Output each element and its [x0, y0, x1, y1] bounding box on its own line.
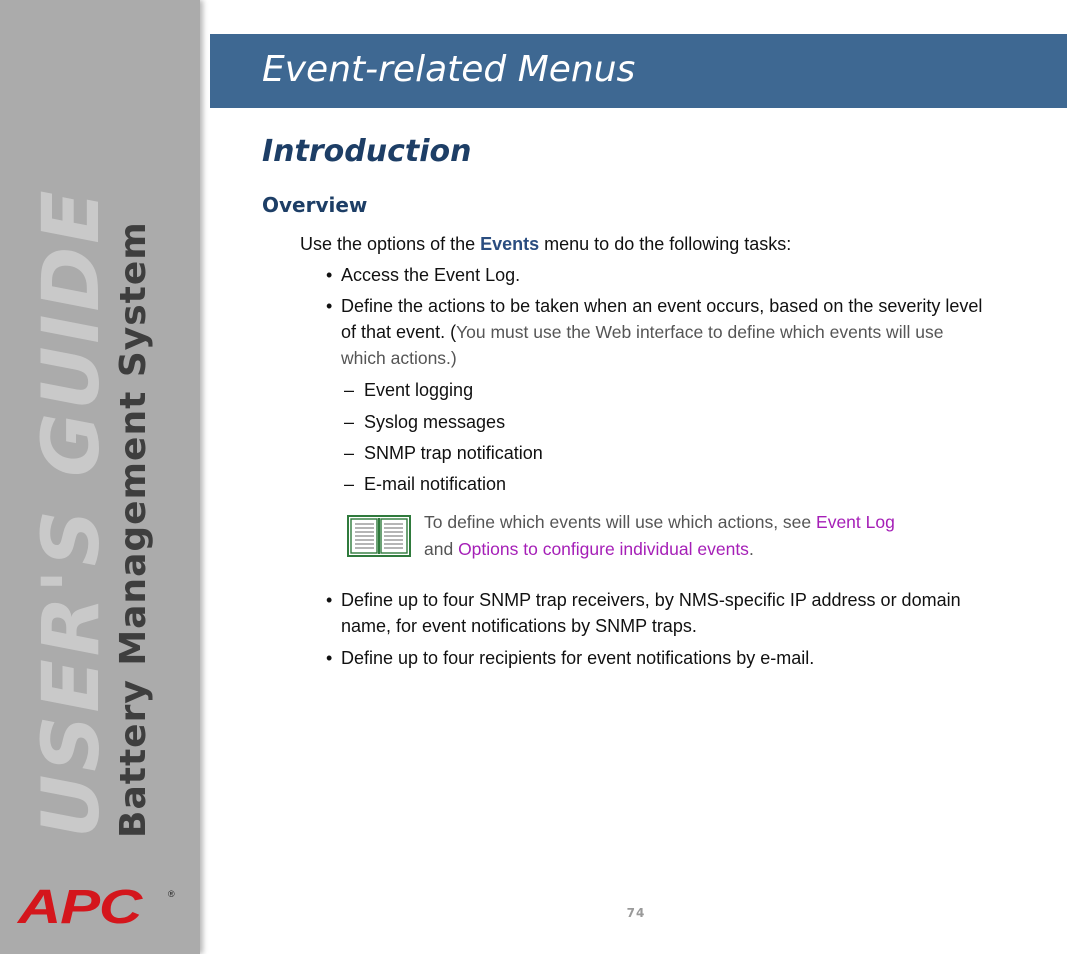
dash-mark: –	[344, 443, 355, 463]
dash-mark: –	[344, 474, 355, 494]
intro-paragraph	[300, 232, 1000, 256]
list-item	[326, 587, 986, 639]
tip-text-middle: and	[424, 539, 459, 559]
chapter-title: Event-related Menus	[262, 49, 636, 90]
logo-text: APC	[18, 881, 141, 934]
sidebar-subtitle: Battery Management System	[113, 221, 154, 838]
list-item-text: Define up to four recipients for event notifications by e-mail.	[341, 648, 815, 668]
chapter-banner	[210, 34, 1067, 108]
options-individual-events-link[interactable]: Options to configure individual events	[458, 539, 749, 559]
section-heading: Introduction	[262, 134, 472, 169]
sub-list-item	[344, 471, 506, 497]
bullet-mark: •	[326, 296, 333, 316]
list-item	[326, 262, 986, 288]
intro-text-before: Use the options of the	[300, 234, 481, 254]
sub-list-item	[344, 440, 543, 466]
sub-list-item-text: SNMP trap notification	[364, 443, 543, 463]
subsection-heading: Overview	[262, 193, 368, 217]
sub-list-item	[344, 377, 473, 403]
sub-list-item	[344, 409, 505, 435]
sidebar	[0, 0, 200, 954]
list-item	[326, 293, 986, 371]
list-item-note: You must use the Web interface to define which events will use which actions.)	[341, 322, 944, 368]
tip-text-before: To define which events will use which actions, see	[424, 512, 817, 532]
sidebar-title: USER'S GUIDE	[27, 187, 117, 838]
apc-logo	[18, 881, 178, 934]
event-log-link[interactable]: Event Log	[816, 512, 895, 532]
list-item	[326, 645, 986, 671]
events-menu-keyword: Events	[480, 234, 540, 254]
dash-mark: –	[344, 380, 355, 400]
registered-mark: ®	[168, 889, 175, 899]
intro-text-after: menu to do the following tasks:	[539, 234, 792, 254]
list-item-text: Define the actions to be taken when an event occurs, based on the severity level of that event. (	[341, 296, 983, 342]
sub-list-item-text: Event logging	[364, 380, 474, 400]
tip-note	[424, 509, 994, 563]
page-number: 74	[626, 906, 646, 920]
bullet-mark: •	[326, 648, 333, 668]
tip-text-after: .	[748, 539, 754, 559]
bullet-mark: •	[326, 590, 333, 610]
sub-list-item-text: Syslog messages	[364, 412, 506, 432]
list-item-text: Define up to four SNMP trap receivers, by NMS-specific IP address or domain name, for event notifications by SNMP traps.	[341, 590, 961, 636]
sub-list-item-text: E-mail notification	[364, 474, 507, 494]
dash-mark: –	[344, 412, 355, 432]
list-item-text: Access the Event Log.	[341, 265, 521, 285]
bullet-mark: •	[326, 265, 333, 285]
book-icon	[347, 515, 411, 557]
